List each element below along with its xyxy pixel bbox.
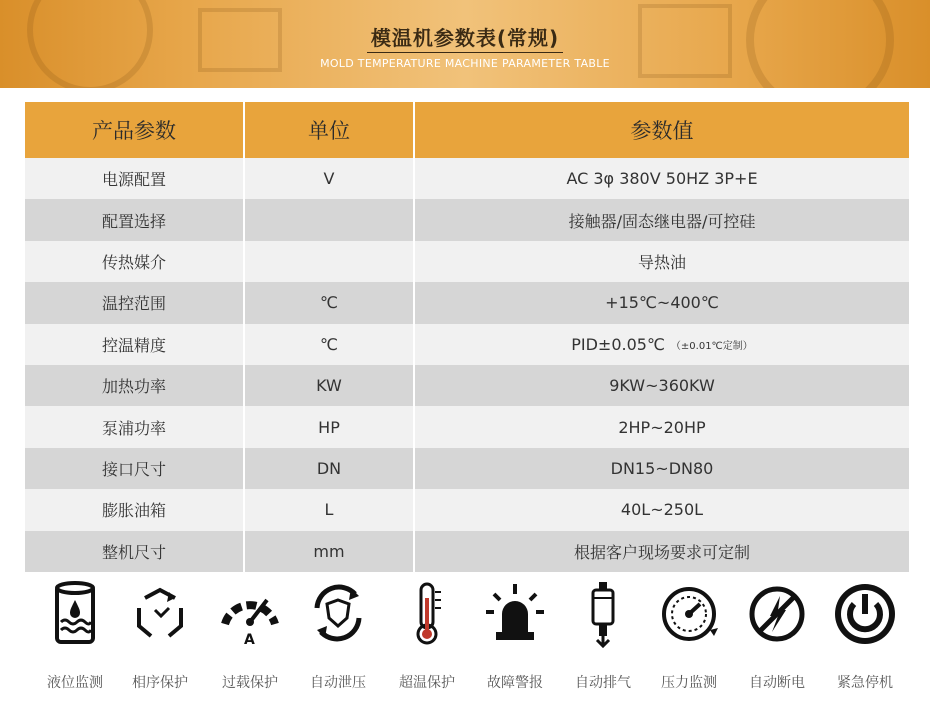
unit-cell (245, 199, 413, 240)
value-note: （±0.01℃定制） (670, 340, 753, 352)
value-cell: 2HP~20HP (415, 406, 909, 447)
param-cell: 配置选择 (25, 199, 243, 240)
unit-cell: DN (245, 448, 413, 489)
value-cell (415, 324, 909, 365)
value-cell: +15℃~400℃ (415, 282, 909, 323)
table-row (25, 241, 909, 282)
feature-pressure-monitor (645, 578, 733, 691)
param-cell: 温控范围 (25, 282, 243, 323)
feature-power-cut (733, 578, 821, 691)
pressure-gauge-icon (654, 578, 724, 648)
param-cell: 电源配置 (25, 158, 243, 199)
feature-label: 自动泄压 (310, 675, 366, 691)
value-cell: AC 3φ 380V 50HZ 3P+E (415, 158, 909, 199)
feature-pressure-relief (294, 578, 382, 691)
pressure-relief-icon (303, 578, 373, 648)
page-subtitle: MOLD TEMPERATURE MACHINE PARAMETER TABLE (320, 57, 610, 70)
feature-label: 超温保护 (399, 675, 455, 691)
param-cell: 传热媒介 (25, 241, 243, 282)
feature-label: 故障警报 (487, 675, 543, 691)
unit-cell: V (245, 158, 413, 199)
feature-exhaust (559, 578, 647, 691)
value-cell: 根据客户现场要求可定制 (415, 531, 909, 572)
header-value: 参数值 (415, 102, 909, 158)
table-row (25, 199, 909, 240)
feature-label: 自动排气 (575, 675, 631, 691)
table-row (25, 448, 909, 489)
table-row (25, 282, 909, 323)
overload-gauge-icon (215, 578, 285, 648)
parameter-table (25, 102, 909, 572)
param-cell: 泵浦功率 (25, 406, 243, 447)
feature-emergency-stop (821, 578, 909, 691)
param-cell: 整机尺寸 (25, 531, 243, 572)
unit-cell: HP (245, 406, 413, 447)
svg-text:A: A (244, 632, 255, 648)
feature-label: 自动断电 (749, 675, 805, 691)
unit-cell (245, 241, 413, 282)
feature-label: 紧急停机 (837, 675, 893, 691)
unit-cell: ℃ (245, 282, 413, 323)
feature-fault-alarm (471, 578, 559, 691)
param-cell: 加热功率 (25, 365, 243, 406)
value-text: PID±0.05℃ (571, 334, 665, 354)
unit-cell: L (245, 489, 413, 530)
table-row (25, 406, 909, 447)
header-param: 产品参数 (25, 102, 243, 158)
value-cell: 9KW~360KW (415, 365, 909, 406)
liquid-level-icon (45, 578, 105, 648)
header-unit: 单位 (245, 102, 413, 158)
alarm-light-icon (480, 578, 550, 648)
feature-over-temp (383, 578, 471, 691)
param-cell: 膨胀油箱 (25, 489, 243, 530)
header-banner (0, 0, 930, 88)
feature-phase-sequence (116, 578, 204, 691)
value-cell: 接触器/固态继电器/可控硅 (415, 199, 909, 240)
unit-cell: ℃ (245, 324, 413, 365)
unit-cell: mm (245, 531, 413, 572)
exhaust-valve-icon (573, 578, 633, 648)
param-cell: 控温精度 (25, 324, 243, 365)
table-row (25, 531, 909, 572)
param-cell: 接口尺寸 (25, 448, 243, 489)
table-header (25, 102, 909, 158)
title-divider (367, 52, 563, 53)
feature-overload (206, 578, 294, 691)
feature-label: 液位监测 (47, 675, 103, 691)
table-row (25, 158, 909, 199)
emergency-stop-icon (830, 578, 900, 648)
value-cell: 40L~250L (415, 489, 909, 530)
page-title: 模温机参数表(常规) (370, 26, 560, 50)
table-row (25, 365, 909, 406)
unit-cell: KW (245, 365, 413, 406)
feature-label: 相序保护 (132, 675, 188, 691)
table-row (25, 489, 909, 530)
power-cut-icon (742, 578, 812, 648)
feature-liquid-level (31, 578, 119, 691)
feature-icons (0, 578, 930, 698)
value-cell: DN15~DN80 (415, 448, 909, 489)
feature-label: 过载保护 (222, 675, 278, 691)
table-row (25, 324, 909, 365)
thermometer-icon (397, 578, 457, 648)
value-cell: 导热油 (415, 241, 909, 282)
phase-sequence-icon (125, 578, 195, 648)
feature-label: 压力监测 (661, 675, 717, 691)
